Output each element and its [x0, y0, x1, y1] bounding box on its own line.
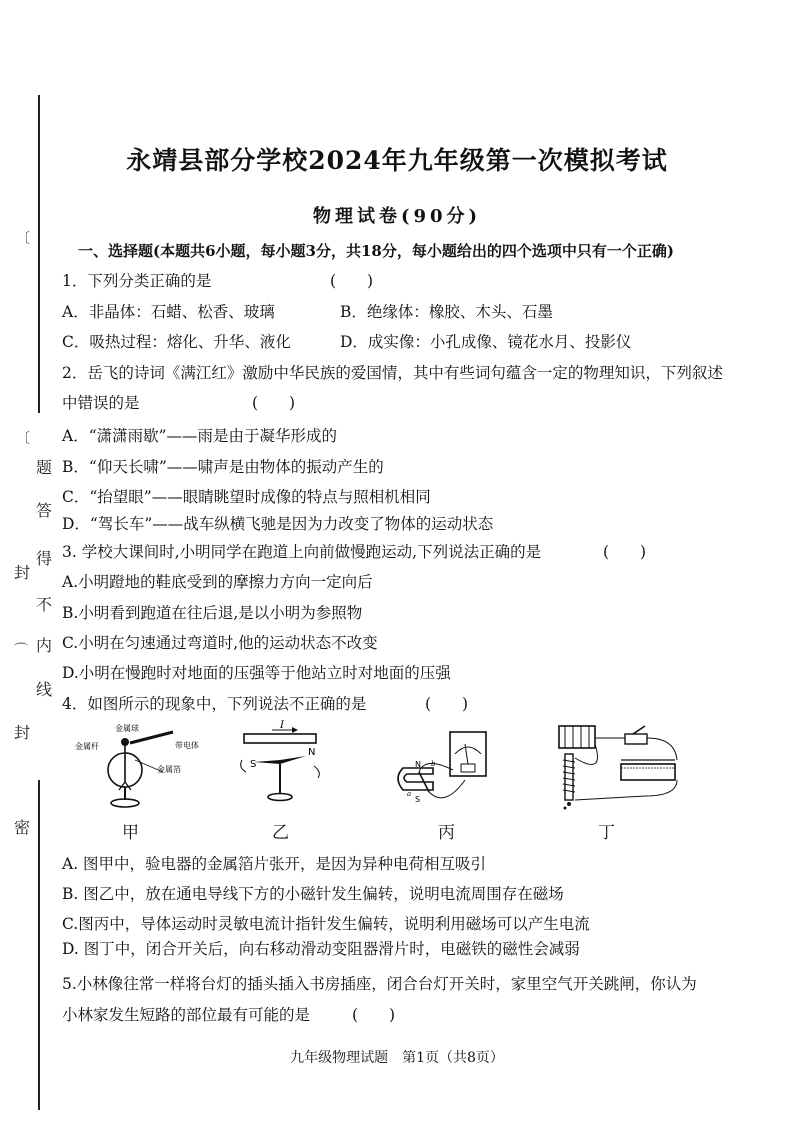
question-3-blank: ( )	[603, 543, 647, 561]
figure-caption-bing: 丙	[438, 823, 455, 843]
question-3-stem: 3. 学校大课间时,小明同学在跑道上向前做慢跑运动,下列说法正确的是	[62, 543, 542, 561]
question-3-option-d: D.小明在慢跑时对地面的压强等于他站立时对地面的压强	[62, 664, 451, 682]
question-1-option-d: D．成实像：小孔成像、镜花水月、投影仪	[340, 333, 632, 351]
label-s-pole: S	[250, 759, 257, 770]
label-charged-body: 带电体	[175, 741, 199, 750]
margin-char: 内	[36, 636, 53, 655]
figure-induction	[385, 720, 515, 812]
question-2-option-a: A．“潇潇雨歇”——雨是由于凝华形成的	[62, 427, 338, 445]
question-1-option-b: B．绝缘体：橡胶、木头、石墨	[340, 303, 553, 321]
margin-char: 得	[36, 549, 53, 568]
page-footer: 九年级物理试题 第1页（共8页）	[290, 1050, 504, 1066]
question-3-option-a: A.小明蹬地的鞋底受到的摩擦力方向一定向后	[62, 573, 373, 591]
question-5-stem-cont: 小林家发生短路的部位最有可能的是	[62, 1006, 311, 1024]
label-metal-foil: 金属箔	[157, 765, 181, 774]
figure-caption-jia: 甲	[122, 823, 139, 843]
label-a: a	[407, 790, 412, 798]
margin-char: 题	[36, 458, 53, 477]
margin-char: 封	[14, 563, 31, 582]
question-2-option-b: B．“仰天长啸”——啸声是由物体的振动产生的	[62, 458, 384, 476]
label-magnet-s: S	[415, 795, 421, 804]
question-2-stem-cont: 中错误的是	[62, 394, 140, 412]
label-metal-ball: 金属球	[115, 724, 139, 733]
margin-mark: 〔	[16, 231, 30, 247]
question-5-blank: ( )	[352, 1006, 396, 1024]
question-4-option-a: A. 图甲中，验电器的金属箔片张开，是因为异种电荷相互吸引	[62, 855, 487, 873]
question-1-stem: 1．下列分类正确的是	[62, 272, 212, 290]
margin-char: 不	[36, 595, 53, 614]
figure-caption-ding: 丁	[598, 823, 615, 843]
question-3-option-c: C.小明在匀速通过弯道时,他的运动状态不改变	[62, 634, 378, 652]
label-magnet-n: N	[415, 760, 421, 769]
label-n-pole: N	[308, 747, 316, 758]
question-1-option-c: C．吸热过程：熔化、升华、液化	[62, 333, 291, 351]
margin-mark: 〔	[16, 431, 30, 447]
question-5-stem: 5.小林像往常一样将台灯的插头插入书房插座，闭合台灯开关时，家里空气开关跳闸，你认为	[62, 975, 697, 993]
question-3-option-b: B.小明看到跑道在往后退,是以小明为参照物	[62, 604, 363, 622]
figure-caption-yi: 乙	[272, 823, 289, 843]
figure-electromagnet	[545, 716, 695, 816]
exam-subtitle: 物理试卷(90分)	[312, 206, 482, 227]
margin-char: 答	[36, 501, 53, 520]
section-heading: 一、选择题(本题共6小题，每小题3分，共18分，每小题给出的四个选项中只有一个正确)	[78, 242, 674, 260]
question-1-option-a: A．非晶体：石蜡、松香、玻璃	[62, 303, 275, 321]
label-metal-rod: 金属杆	[75, 742, 99, 751]
question-2-option-c: C．“抬望眼”——眼睛眺望时成像的特点与照相机相同	[62, 488, 431, 506]
margin-char: 线	[36, 680, 53, 699]
margin-char: 封	[14, 723, 31, 742]
question-4-option-d: D. 图丁中，闭合开关后，向右移动滑动变阻器滑片时，电磁铁的磁性会减弱	[62, 940, 580, 958]
label-b: b	[431, 760, 436, 768]
question-1-blank: ( )	[330, 272, 374, 290]
question-2-option-d: D．“驾长车”——战车纵横飞驰是因为力改变了物体的运动状态	[62, 515, 494, 533]
exam-title: 永靖县部分学校2024年九年级第一次模拟考试	[126, 146, 668, 175]
question-4-blank: ( )	[425, 695, 469, 713]
question-2-stem: 2．岳飞的诗词《满江红》激励中华民族的爱国情，其中有些词句蕴含一定的物理知识，下列叙述	[62, 364, 723, 382]
margin-char: 密	[14, 818, 31, 837]
question-4-option-c: C.图丙中，导体运动时灵敏电流计指针发生偏转，说明利用磁场可以产生电流	[62, 915, 590, 933]
question-2-blank: ( )	[252, 394, 296, 412]
margin-mark: ⌒	[14, 643, 28, 659]
question-4-stem: 4．如图所示的现象中，下列说法不正确的是	[62, 695, 367, 713]
label-current: I	[280, 720, 284, 731]
question-4-option-b: B. 图乙中，放在通电导线下方的小磁针发生偏转，说明电流周围存在磁场	[62, 885, 564, 903]
figure-oersted	[232, 722, 332, 810]
figure-electroscope	[75, 722, 205, 810]
